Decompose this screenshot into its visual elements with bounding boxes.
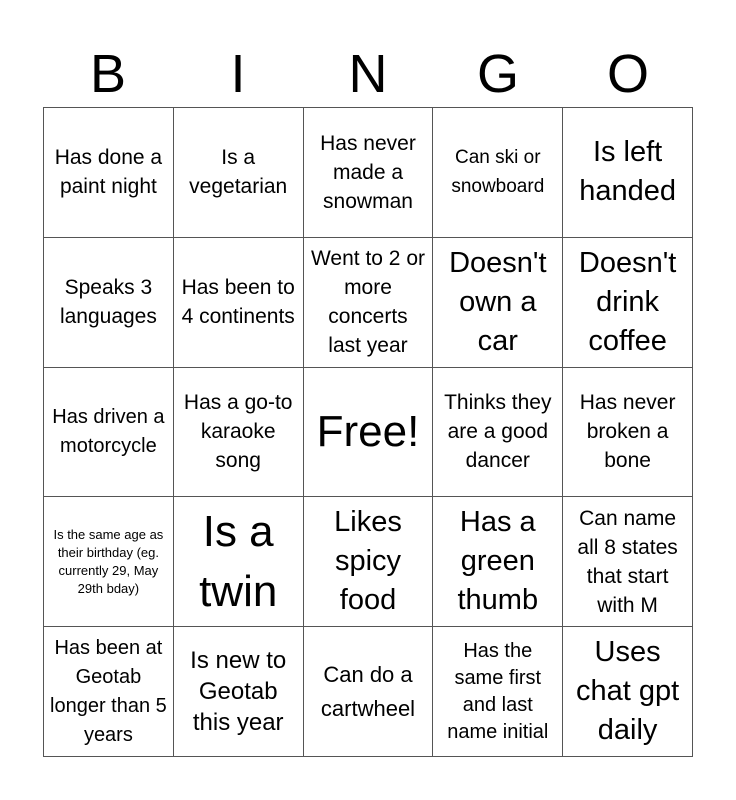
bingo-cell[interactable]: Has been at Geotab longer than 5 years [44,627,174,757]
bingo-header [43,40,693,108]
bingo-cell[interactable]: Is the same age as their birthday (eg. currently 29, May 29th bday) [44,497,174,627]
bingo-cell[interactable]: Can ski or snowboard [433,108,563,238]
bingo-cell[interactable]: Can name all 8 states that start with M [563,497,693,627]
bingo-cell[interactable]: Doesn't drink coffee [563,238,693,368]
bingo-cell[interactable]: Is new to Geotab this year [174,627,304,757]
bingo-cell[interactable]: Is a twin [174,497,304,627]
header-letter-n: N [348,44,388,104]
header-letter-i: I [230,44,246,104]
bingo-cell[interactable]: Is left handed [563,108,693,238]
bingo-cell[interactable]: Has done a paint night [44,108,174,238]
bingo-cell[interactable]: Has been to 4 continents [174,238,304,368]
bingo-cell[interactable]: Went to 2 or more concerts last year [304,238,434,368]
bingo-cell[interactable]: Likes spicy food [304,497,434,627]
bingo-cell[interactable]: Thinks they are a good dancer [433,368,563,498]
bingo-cell[interactable]: Has driven a motorcycle [44,368,174,498]
header-letter-b: B [89,44,127,104]
bingo-cell[interactable]: Has a green thumb [433,497,563,627]
bingo-cell[interactable]: Has a go-to karaoke song [174,368,304,498]
header-letter-o: O [606,44,649,104]
header-letter-g: G [476,44,519,104]
bingo-cell[interactable]: Speaks 3 languages [44,238,174,368]
bingo-grid [43,107,693,757]
free-space[interactable]: Free! [304,368,434,498]
bingo-cell[interactable]: Is a vegetarian [174,108,304,238]
bingo-cell[interactable]: Has never broken a bone [563,368,693,498]
bingo-cell[interactable]: Uses chat gpt daily [563,627,693,757]
bingo-cell[interactable]: Can do a cartwheel [304,627,434,757]
bingo-cell[interactable]: Has never made a snowman [304,108,434,238]
bingo-cell[interactable]: Doesn't own a car [433,238,563,368]
bingo-cell[interactable]: Has the same first and last name initial [433,627,563,757]
